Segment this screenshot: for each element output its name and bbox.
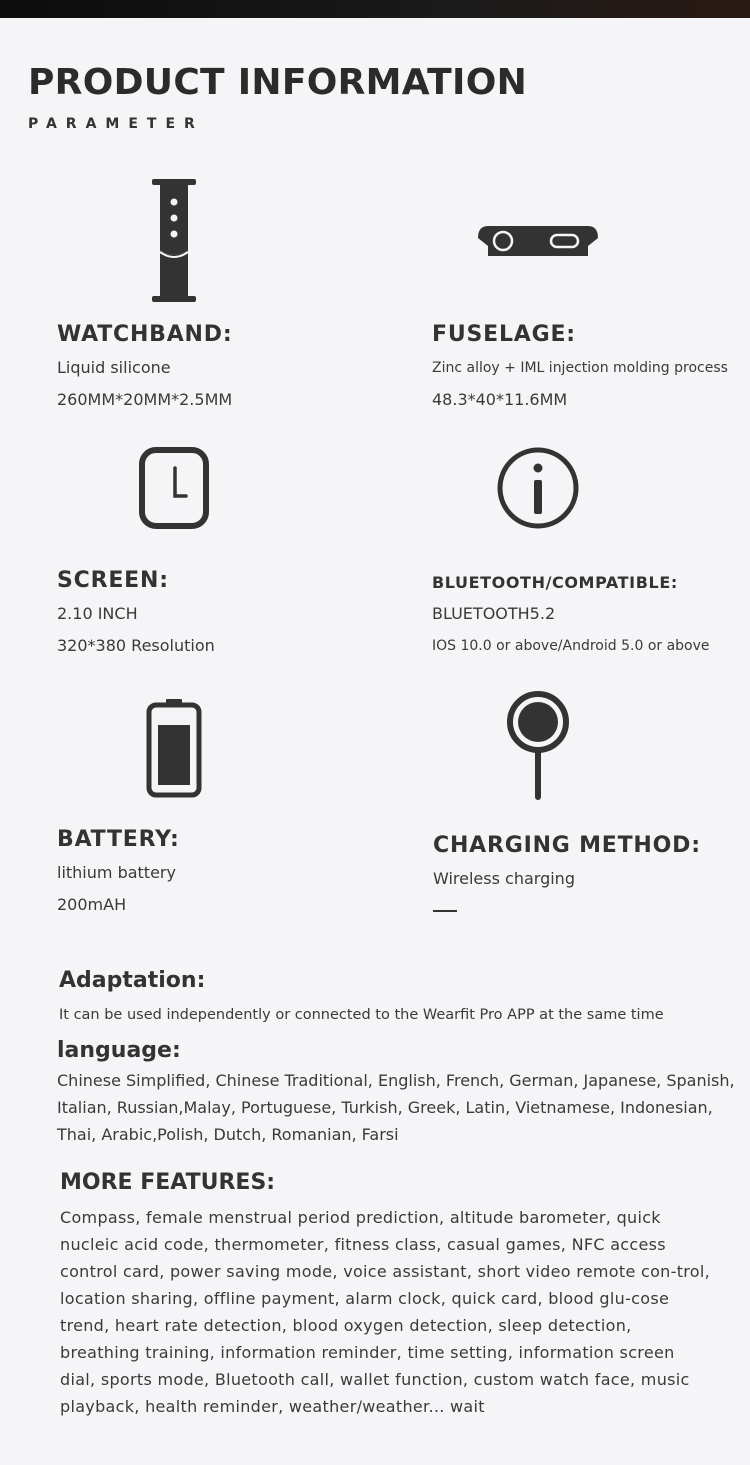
divider-dash	[433, 910, 457, 912]
compatibility: IOS 10.0 or above/Android 5.0 or above	[432, 638, 710, 654]
watchband-icon	[150, 178, 198, 304]
info-icon	[496, 446, 580, 530]
watchband-material: Liquid silicone	[57, 358, 171, 377]
battery-type: lithium battery	[57, 863, 176, 882]
fuselage-size: 48.3*40*11.6MM	[432, 390, 568, 409]
watchband-size: 260MM*20MM*2.5MM	[57, 390, 233, 409]
watchband-heading: WATCHBAND:	[57, 322, 233, 347]
bluetooth-heading: BLUETOOTH/COMPATIBLE:	[432, 573, 678, 592]
adaptation-heading: Adaptation:	[59, 968, 206, 993]
top-bar	[0, 0, 750, 18]
battery-capacity: 200mAH	[57, 895, 127, 914]
fuselage-icon	[476, 224, 600, 260]
features-heading: MORE FEATURES:	[60, 1170, 276, 1195]
screen-heading: SCREEN:	[57, 568, 169, 593]
language-heading: language:	[57, 1038, 181, 1063]
fuselage-material: Zinc alloy + IML injection molding process	[432, 360, 728, 376]
bluetooth-version: BLUETOOTH5.2	[432, 604, 556, 623]
battery-heading: BATTERY:	[57, 827, 180, 852]
features-text: Compass, female menstrual period prediction, altitude barometer, quick nucleic acid code, thermometer, fitness class, casual games, NFC access control card, power saving mode, voice assistant, short video remote con-trol, location sharing, offline payment, alarm clock, quick card, blood glu-cose trend, heart rate detection, blood oxygen detection, sleep detection, breathing training, information reminder, time setting, information screen dial, sports mode, Bluetooth call, wallet function, custom watch face, music playback, health reminder, weather/weather... wait	[60, 1208, 711, 1416]
language-text: Chinese Simplified, Chinese Traditional, English, French, German, Japanese, Spanish, Italian, Russian,Malay, Portuguese, Turkish, Greek, Latin, Vietnamese, Indonesian, Thai, Arabic,Polish, Dutch, Romanian, Farsi	[57, 1071, 735, 1144]
charger-icon	[506, 690, 570, 802]
screen-resolution: 320*380 Resolution	[57, 636, 215, 655]
screen-clock-icon	[138, 446, 210, 530]
page-subtitle: PARAMETER	[28, 116, 204, 132]
battery-icon	[146, 698, 202, 798]
page-title: PRODUCT INFORMATION	[28, 62, 528, 103]
charging-heading: CHARGING METHOD:	[433, 833, 701, 858]
adaptation-text: It can be used independently or connected to the Wearfit Pro APP at the same time	[59, 1007, 664, 1023]
screen-size: 2.10 INCH	[57, 604, 138, 623]
charging-method: Wireless charging	[433, 869, 575, 888]
fuselage-heading: FUSELAGE:	[432, 322, 576, 347]
